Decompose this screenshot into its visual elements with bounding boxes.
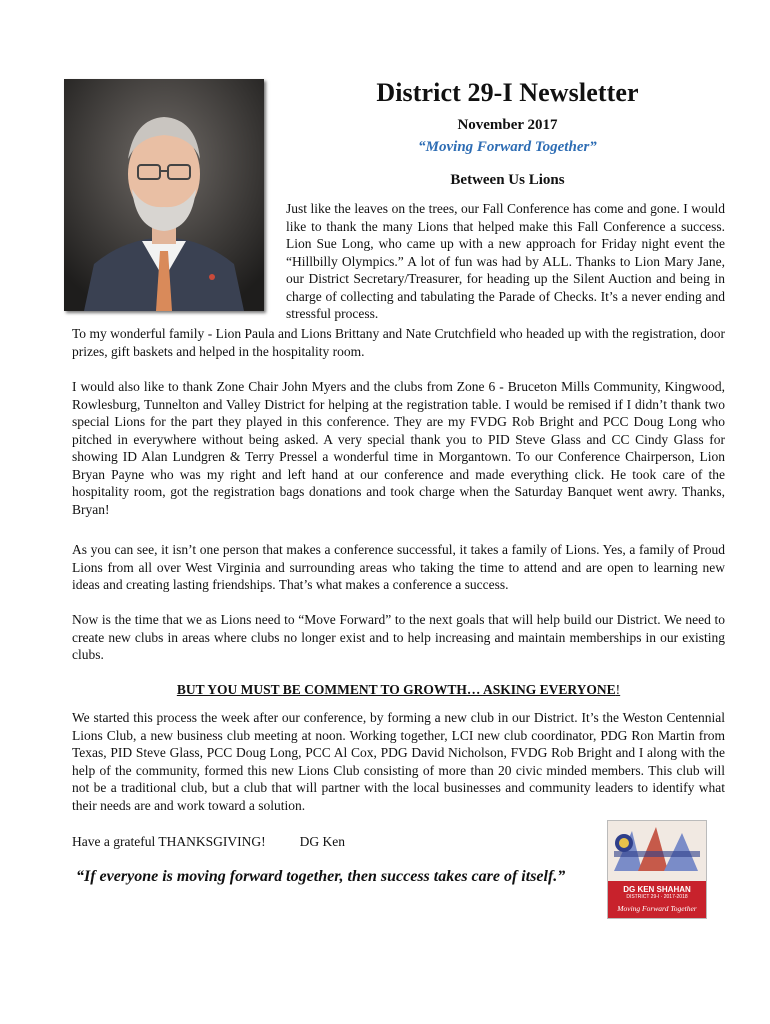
paragraph-thanks: I would also like to thank Zone Chair John Myers and the clubs from Zone 6 - Bruceton Mills Community, Kingwood, Rowlesburg, Tunnelton and Valley District for helping at the registration table. I would be remised if I didn’t thank two special Lions for the part they played in this conference. They are my FVDG Rob Bright and PCC Doug Long who pitched in everywhere without being asked. A very special thank you to PID Steve Glass and CC Cindy Glass for showing ID Alan Lundgren & Terry Pressel a wonderful time in Morgantown. To our Conference Chairperson, Lion Bryan Payne who was my right and left hand at our conference and made everything click. He took care of the hospitality room, got the registration bags donations and took charge when the Saturday Banquet went awry. Thanks, Bryan! <box>72 379 725 517</box>
paragraph-family-of-lions: As you can see, it isn’t one person that makes a conference successful, it takes a family of Lions. Yes, a family of Proud Lions from all over West Virginia and surrounding areas who taking the time to attend and are open to learning new ideas and creating lasting friendships. That’s what makes a conference a success. <box>72 542 725 592</box>
logo-motto: Moving Forward Together <box>617 904 697 913</box>
growth-banner <box>72 682 725 698</box>
closing-quote: “If everyone is moving forward together, then success takes care of itself.” <box>76 868 566 885</box>
paragraph-new-club: We started this process the week after our conference, by forming a new club in our District. It’s the Weston Centennial Lions Club, a new business club meeting at noon. Working together, LCI new club coordinator, PDG Ron Martin from Texas, PID Steve Glass, PCC Doug Long, PCC Al Cox, PDG David Nicholson, FVDG Rob Bright and I along with the help of the community, formed this new Lions Club consisting of more than 20 civic minded members. This club will not be a traditional club, but a club that will partner with the local businesses and community leaders to identify what their needs are and work toward a solution. <box>72 710 725 813</box>
portrait-icon <box>64 79 264 311</box>
growth-banner-end: ! <box>615 682 621 697</box>
closing-line <box>72 833 345 850</box>
section-title: Between Us Lions <box>450 172 565 188</box>
growth-banner-text: BUT YOU MUST BE COMMENT TO GROWTH… ASKING EVERYONE <box>176 682 616 697</box>
logo-name: DG KEN SHAHAN <box>623 885 691 894</box>
motto: “Moving Forward Together” <box>418 139 597 155</box>
signature: DG Ken <box>299 834 345 849</box>
thanksgiving-greeting: Have a grateful THANKSGIVING! <box>72 834 266 849</box>
paragraph-intro: Just like the leaves on the trees, our Fall Conference has come and gone. I would like to thank the many Lions that helped make this Fall Conference a success. Lion Sue Long, who came up with a new approach for Friday night event the “Hillbilly Olympics.” A lot of fun was had by ALL. Thanks to Lion Mary Jane, our District Secretary/Treasurer, for heading up the Silent Auction and being in charge of collecting and tabulating the Parade of Checks. It’s a never ending and stressful process. <box>286 201 725 321</box>
paragraph-move-forward: Now is the time that we as Lions need to “Move Forward” to the next goals that will help build our District. We need to create new clubs in areas where clubs no longer exist and to help increasing and maintain memberships in our existing clubs. <box>72 612 725 662</box>
lions-logo-badge <box>607 820 707 919</box>
portrait-photo <box>64 79 264 311</box>
logo-district: DISTRICT 29-I · 2017-2018 <box>626 894 688 900</box>
paragraph-family: To my wonderful family - Lion Paula and Lions Brittany and Nate Crutchfield who headed up with the registration, door prizes, gift baskets and helped in the hospitality room. <box>72 326 725 359</box>
newsletter-title: District 29-I Newsletter <box>376 78 639 107</box>
issue-date: November 2017 <box>457 117 558 133</box>
